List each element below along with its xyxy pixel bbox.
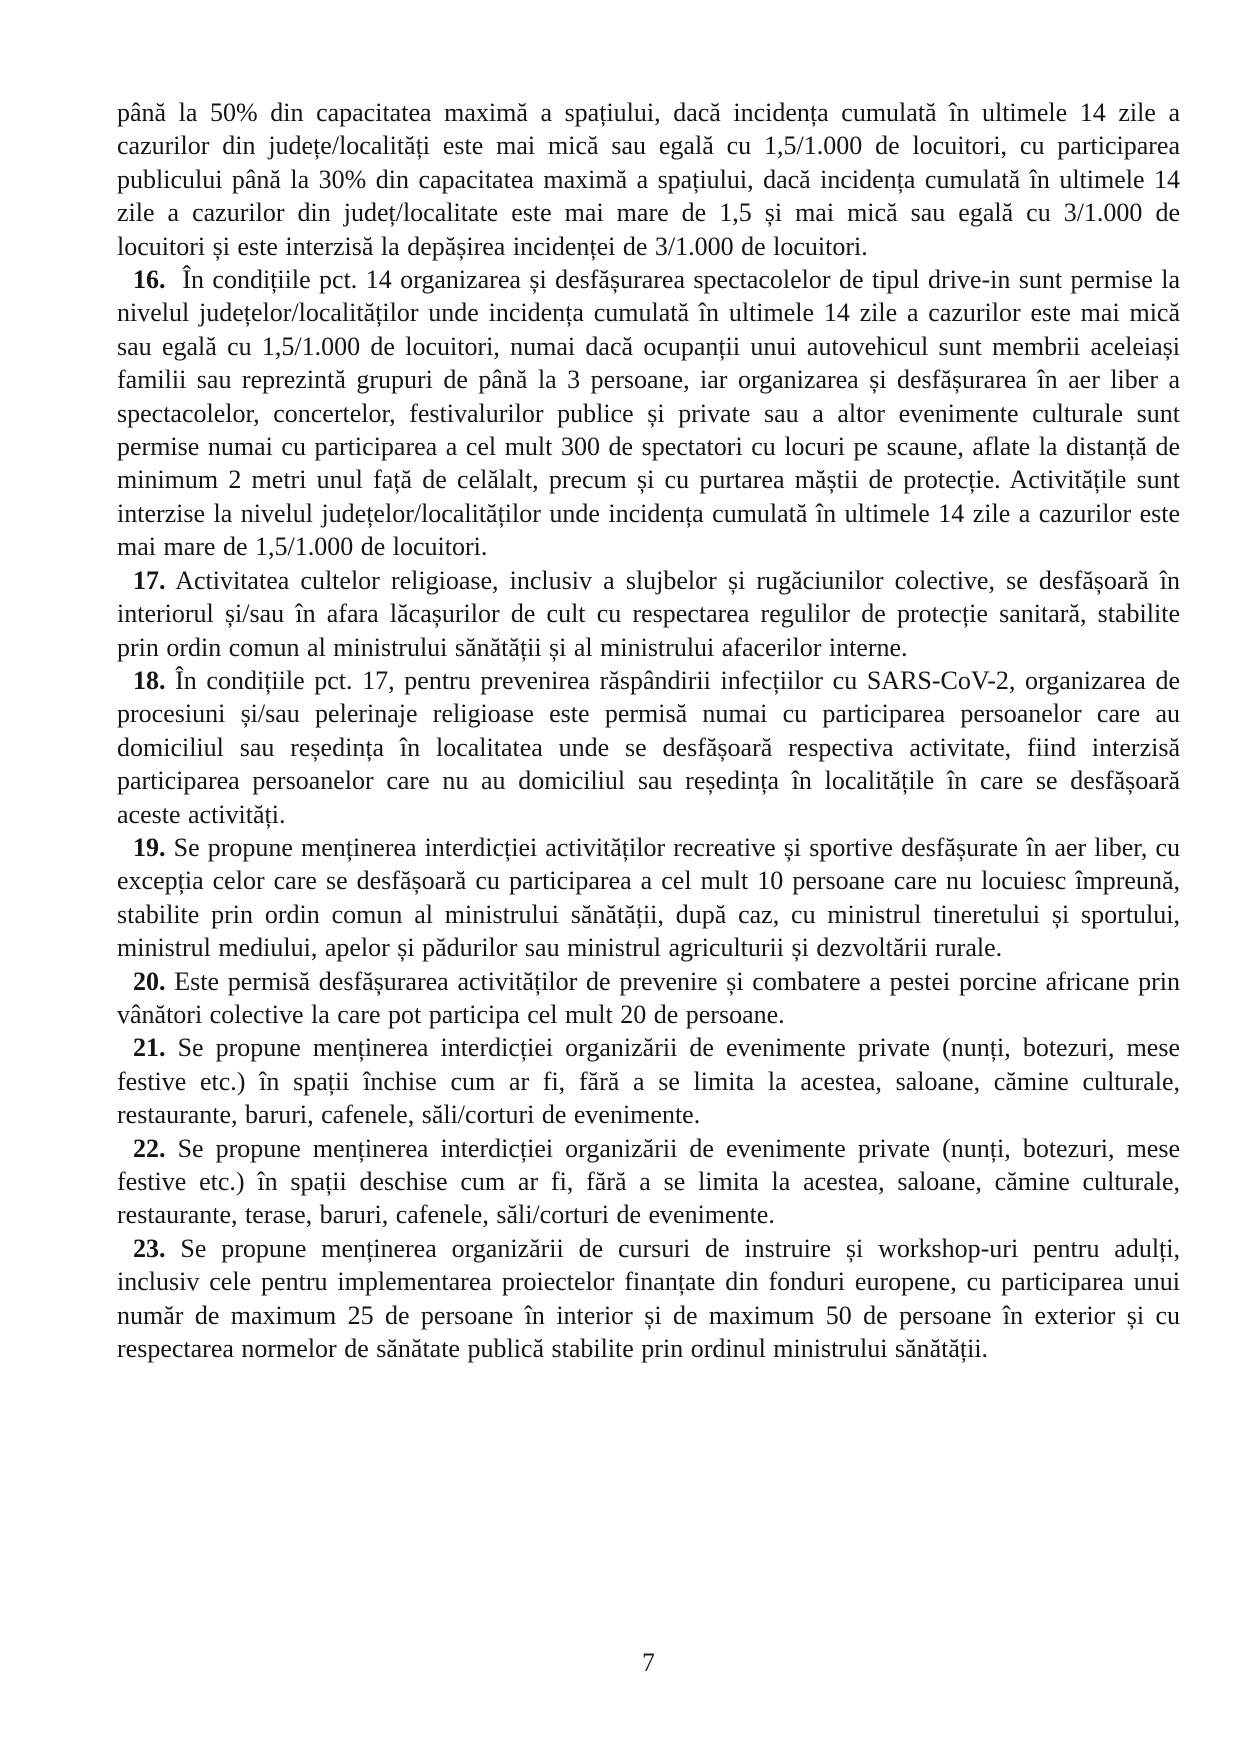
- paragraph: [117, 564, 1180, 664]
- paragraph-text: În condițiile pct. 14 organizarea și desfășurarea spectacolelor de tipul drive-in sunt permise la nivelul județelor/localităților unde incidența cumulată în ultimele 14 zile a cazurilor este mai mică sau egală cu 1,5/1.000 de locuitori, numai dacă ocupanții unui autovehicul sunt membrii aceleiași familii sau reprezintă grupuri de până la 3 persoane, iar organizarea și desfășurarea în aer liber a spectacolelor, concertelor, festivalurilor publice și private sau a altor evenimente culturale sunt permise numai cu participarea a cel mult 300 de spectatori cu locuri pe scaune, aflate la distanță de minimum 2 metri unul față de celălalt, precum și cu purtarea măștii de protecție. Activitățile sunt interzise la nivelul județelor/localităților unde incidența cumulată în ultimele 14 zile a cazurilor este mai mare de 1,5/1.000 de locuitori.: [117, 265, 1181, 562]
- paragraph-number: 16.: [133, 265, 166, 295]
- paragraph: [117, 263, 1180, 564]
- paragraph: [117, 831, 1180, 965]
- page-footer: [117, 1646, 1180, 1679]
- paragraph-number: 17.: [133, 565, 166, 595]
- paragraph-number: 20.: [133, 966, 166, 996]
- paragraph: [117, 1132, 1180, 1232]
- paragraph: [117, 965, 1180, 1032]
- paragraph-text: Este permisă desfășurarea activităților de prevenire și combatere a pestei porcine africane prin vânători colective la care pot participa cel mult 20 de persoane.: [117, 966, 1181, 1029]
- paragraph: [117, 1031, 1180, 1131]
- paragraph: [117, 96, 1180, 263]
- paragraph-number: 23.: [133, 1233, 166, 1263]
- paragraph-text: Se propune menținerea organizării de cursuri de instruire și workshop-uri pentru adulți, inclusiv cele pentru implementarea proiectelor finanțate din fonduri europene, cu participarea unui număr de maximum 25 de persoane în interior și de maximum 50 de persoane în exterior și cu respectarea normelor de sănătate publică stabilite prin ordinul ministrului sănătății.: [117, 1233, 1180, 1364]
- paragraph-number: 19.: [133, 832, 166, 862]
- paragraph: [117, 664, 1180, 831]
- page-number: 7: [642, 1648, 655, 1677]
- paragraph-number: 18.: [133, 665, 166, 695]
- paragraph-number: 21.: [133, 1033, 166, 1063]
- paragraph-text: până la 50% din capacitatea maximă a spațiului, dacă incidența cumulată în ultimele 14 zile a cazurilor din județe/localități este mai mică sau egală cu 1,5/1.000 de locuitori, cu participarea publicului până la 30% din capacitatea maximă a spațiului, dacă incidența cumulată în ultimele 14 zile a cazurilor din județ/localitate este mai mare de 1,5 și mai mică sau egală cu 3/1.000 de locuitori și este interzisă la depășirea incidenței de 3/1.000 de locuitori.: [117, 98, 1180, 261]
- paragraph-number: 22.: [133, 1133, 166, 1163]
- paragraph: [117, 1232, 1180, 1366]
- paragraph-text: Activitatea cultelor religioase, inclusiv a slujbelor și rugăciunilor colective, se desfășoară în interiorul și/sau în afara lăcașurilor de cult cu respectarea regulilor de protecție sanitară, stabilite prin ordin comun al ministrului sănătății și al ministrului afacerilor interne.: [117, 565, 1180, 662]
- paragraph-text: Se propune menținerea interdicției organizării de evenimente private (nunți, botezuri, mese festive etc.) în spații deschise cum ar fi, fără a se limita la acestea, saloane, cămine culturale, restaurante, terase, baruri, cafenele, săli/corturi de evenimente.: [117, 1133, 1181, 1230]
- document-body: [117, 96, 1180, 1365]
- paragraph-text: În condițiile pct. 17, pentru prevenirea răspândirii infecțiilor cu SARS-CoV-2, organizarea de procesiuni și/sau pelerinaje religioase este permisă numai cu participarea persoanelor care au domiciliul sau reședința în localitatea unde se desfășoară respectiva activitate, fiind interzisă participarea persoanelor care nu au domiciliul sau reședința în localitățile în care se desfășoară aceste activități.: [117, 665, 1180, 829]
- paragraph-text: Se propune menținerea interdicției activităților recreative și sportive desfășurate în aer liber, cu excepția celor care se desfășoară cu participarea a cel mult 10 persoane care nu locuiesc împreună, stabilite prin ordin comun al ministrului sănătății, după caz, cu ministrul tineretului și sportului, ministrul mediului, apelor și pădurilor sau ministrul agriculturii și dezvoltării rurale.: [117, 832, 1181, 963]
- paragraph-text: Se propune menținerea interdicției organizării de evenimente private (nunți, botezuri, mese festive etc.) în spații închise cum ar fi, fără a se limita la acestea, saloane, cămine culturale, restaurante, baruri, cafenele, săli/corturi de evenimente.: [117, 1033, 1181, 1130]
